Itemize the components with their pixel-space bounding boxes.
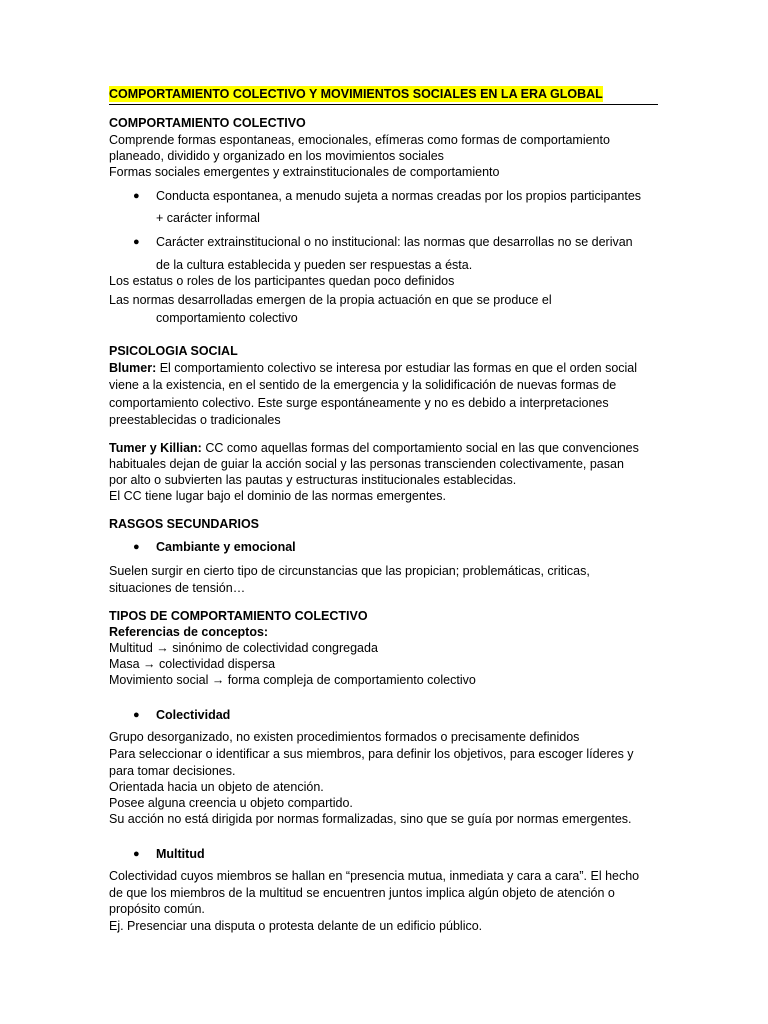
paragraph-line: situaciones de tensión… (109, 581, 246, 595)
paragraph-line: propósito común. (109, 902, 205, 916)
paragraph-line: Suelen surgir en cierto tipo de circunstancias que las propician; problemáticas, criticas, (109, 564, 590, 578)
turner-label: Tumer y Killian: (109, 441, 202, 455)
paragraph-line: Formas sociales emergentes y extrainstitucionales de comportamiento (109, 165, 500, 179)
bullet-text: Multitud (156, 847, 205, 861)
blumer-text: El comportamiento colectivo se interesa por estudiar las formas en que el orden social (156, 361, 638, 375)
section-heading-comportamiento: COMPORTAMIENTO COLECTIVO (109, 116, 306, 130)
section-heading-rasgos: RASGOS SECUNDARIOS (109, 517, 260, 531)
title-underline (109, 86, 658, 105)
paragraph-line: viene a la existencia, en el sentido de la emergencia y la solidificación de nuevas formas de (109, 378, 617, 392)
paragraph-line: Para seleccionar o identificar a sus miembros, para definir los objetivos, para escoger líderes y (109, 747, 634, 761)
turner-text: CC como aquellas formas del comportamiento social en las que convenciones (201, 441, 639, 455)
blumer-paragraph-line (109, 360, 637, 376)
paragraph-line: Masa → colectividad dispersa (109, 657, 276, 671)
paragraph-line: comportamiento colectivo (156, 311, 298, 325)
bullet-text: Cambiante y emocional (156, 540, 296, 554)
section-heading-psicologia: PSICOLOGIA SOCIAL (109, 344, 238, 358)
document-title: COMPORTAMIENTO COLECTIVO Y MOVIMIENTOS SOCIALES EN LA ERA GLOBAL (109, 87, 603, 101)
paragraph-line: Comprende formas espontaneas, emocionales, efímeras como formas de comportamiento (109, 133, 610, 147)
paragraph-line: Ej. Presenciar una disputa o protesta delante de un edificio público. (109, 919, 483, 933)
paragraph-line: de que los miembros de la multitud se encuentren juntos implica algún objeto de atención o (109, 886, 615, 900)
paragraph-line: Su acción no está dirigida por normas formalizadas, sino que se guía por normas emergentes. (109, 812, 632, 826)
paragraph-line: habituales dejan de guiar la acción social y las personas transcienden colectivamente, pasan (109, 457, 624, 471)
paragraph-line: preestablecidas o tradicionales (109, 413, 281, 427)
paragraph-line: Multitud → sinónimo de colectividad congregada (109, 641, 378, 655)
bullet-text: Conducta espontanea, a menudo sujeta a normas creadas por los propios participantes (156, 189, 642, 203)
paragraph-line: para tomar decisiones. (109, 764, 236, 778)
paragraph-line: Los estatus o roles de los participantes quedan poco definidos (109, 274, 455, 288)
bullet-text: de la cultura establecida y pueden ser respuestas a ésta. (156, 258, 473, 272)
bullet-text: Colectividad (156, 708, 231, 722)
bullet-icon: ● (133, 236, 140, 248)
paragraph-line: Las normas desarrolladas emergen de la propia actuación en que se produce el (109, 293, 552, 307)
bullet-icon: ● (133, 709, 140, 721)
paragraph-line: Movimiento social → forma compleja de comportamiento colectivo (109, 673, 476, 687)
blumer-label: Blumer: (109, 361, 157, 375)
paragraph-line: planeado, dividido y organizado en los movimientos sociales (109, 149, 444, 163)
paragraph-line: por alto o subvierten las pautas y estructuras institucionales establecidas. (109, 473, 517, 487)
paragraph-line: Posee alguna creencia u objeto compartido. (109, 796, 353, 810)
bullet-text: + carácter informal (156, 211, 260, 225)
bullet-icon: ● (133, 190, 140, 202)
bullet-text: Carácter extrainstitucional o no institucional: las normas que desarrollas no se derivan (156, 235, 633, 249)
paragraph-line: comportamiento colectivo. Este surge espontáneamente y no es debido a interpretaciones (109, 396, 609, 410)
turner-paragraph-line (109, 440, 639, 456)
paragraph-line: Colectividad cuyos miembros se hallan en “presencia mutua, inmediata y cara a cara”. El hecho (109, 869, 640, 883)
paragraph-line: Orientada hacia un objeto de atención. (109, 780, 324, 794)
paragraph-line: El CC tiene lugar bajo el dominio de las normas emergentes. (109, 489, 446, 503)
paragraph-line: Grupo desorganizado, no existen procedimientos formados o precisamente definidos (109, 730, 580, 744)
section-heading-tipos: TIPOS DE COMPORTAMIENTO COLECTIVO (109, 609, 368, 623)
bullet-icon: ● (133, 541, 140, 553)
subheading-referencias: Referencias de conceptos: (109, 625, 269, 639)
bullet-icon: ● (133, 848, 140, 860)
